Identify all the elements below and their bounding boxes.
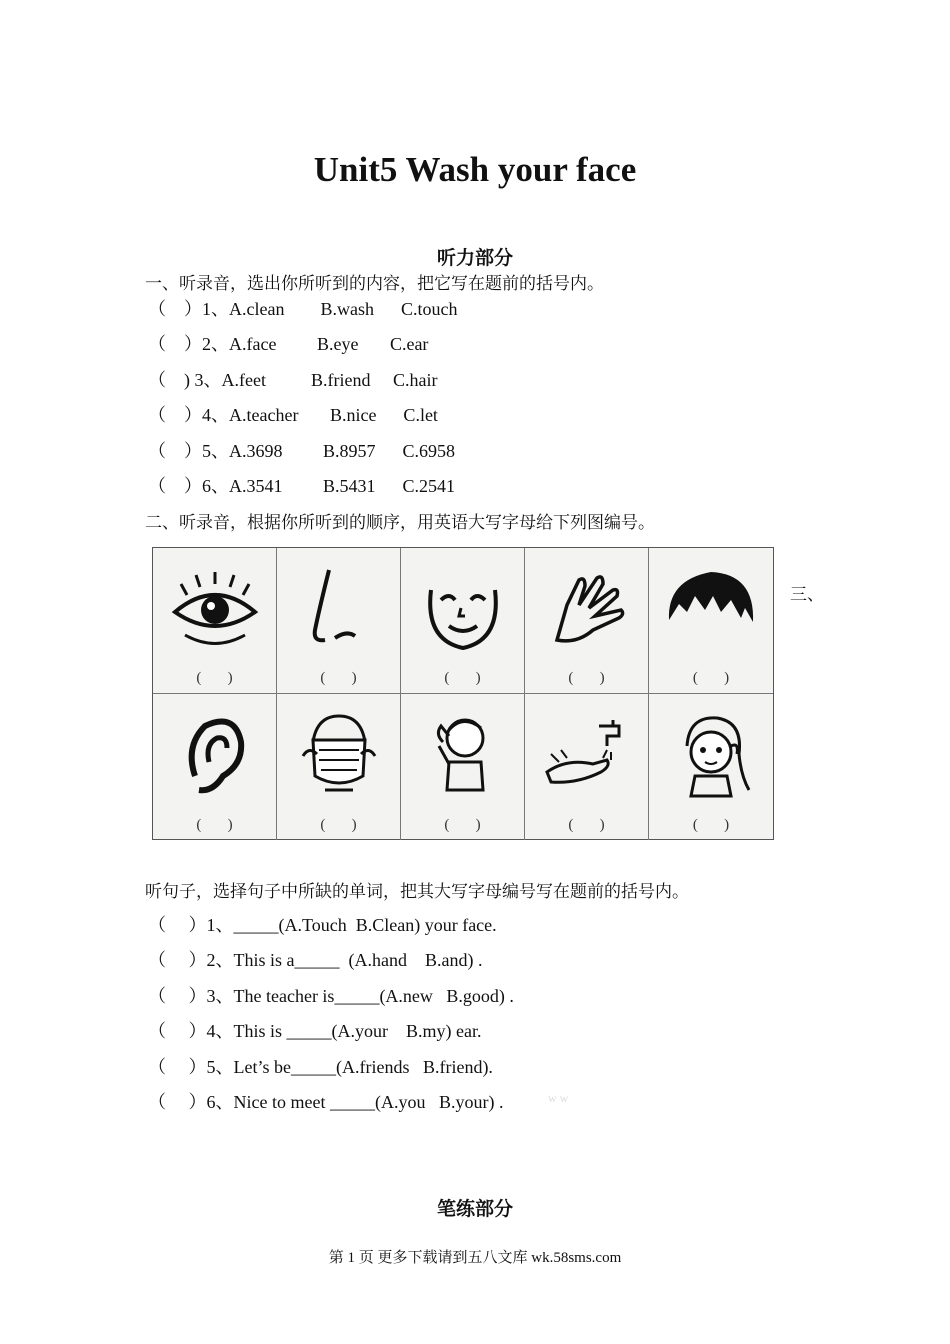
part1-item: （ ）5、A.3698 B.8957 C.6958 bbox=[148, 441, 456, 461]
page-title: Unit5 Wash your face bbox=[313, 150, 637, 189]
answer-paren: ( ) bbox=[320, 817, 357, 833]
part3-item: （ ）1、_____(A.Touch B.Clean) your face. bbox=[148, 915, 497, 935]
picture-cell bbox=[649, 694, 773, 840]
girl-icon bbox=[661, 706, 761, 806]
part2-instruction: 二、听录音，根据你所听到的顺序，用英语大写字母给下列图编号。 bbox=[145, 513, 655, 533]
answer-paren: ( ) bbox=[444, 670, 481, 686]
touch-ear-icon bbox=[413, 706, 513, 806]
writing-heading: 笔练部分 bbox=[436, 1198, 513, 1220]
part3-item: （ ）6、Nice to meet _____(A.you B.your) . bbox=[148, 1092, 504, 1112]
part3-instruction: 听句子，选择句子中所缺的单词，把其大写字母编号写在题前的括号内。 bbox=[145, 882, 689, 902]
part3-number: 三、 bbox=[790, 585, 824, 605]
picture-grid bbox=[152, 547, 774, 840]
part1-item: （ ）4、A.teacher B.nice C.let bbox=[148, 405, 438, 425]
watermark-text: w w bbox=[548, 1091, 569, 1105]
picture-cell bbox=[153, 694, 277, 840]
answer-paren: ( ) bbox=[196, 670, 233, 686]
part3-item: （ ）2、This is a_____ (A.hand B.and) . bbox=[148, 950, 483, 970]
part3-item: （ ）4、This is _____(A.your B.my) ear. bbox=[148, 1021, 482, 1041]
answer-paren: ( ) bbox=[196, 817, 233, 833]
part1-item: （ ）1、A.clean B.wash C.touch bbox=[148, 299, 458, 319]
answer-paren: ( ) bbox=[692, 817, 730, 833]
picture-cell bbox=[277, 694, 401, 840]
page-footer: 第 1 页 更多下载请到五八文库 wk.58sms.com bbox=[328, 1250, 622, 1266]
listening-heading: 听力部分 bbox=[436, 247, 513, 269]
answer-paren: ( ) bbox=[692, 670, 730, 686]
hand-icon bbox=[537, 560, 637, 660]
answer-paren: ( ) bbox=[568, 817, 605, 833]
picture-cell bbox=[649, 548, 773, 694]
picture-cell bbox=[153, 548, 277, 694]
wash-hands-icon bbox=[537, 706, 637, 806]
part1-item: （ ) 3、A.feet B.friend C.hair bbox=[148, 370, 438, 390]
picture-cell bbox=[401, 548, 525, 694]
hair-icon bbox=[661, 560, 761, 660]
part1-instruction: 一、听录音，选出你所听到的内容，把它写在题前的括号内。 bbox=[145, 274, 604, 294]
picture-cell bbox=[401, 694, 525, 840]
picture-cell bbox=[525, 548, 649, 694]
nose-icon bbox=[289, 560, 389, 660]
eye-icon bbox=[165, 560, 265, 660]
part1-item: （ ）6、A.3541 B.5431 C.2541 bbox=[148, 476, 456, 496]
wash-face-icon bbox=[289, 706, 389, 806]
answer-paren: ( ) bbox=[444, 817, 481, 833]
face-icon bbox=[413, 560, 513, 660]
ear-icon bbox=[165, 706, 265, 806]
picture-cell bbox=[525, 694, 649, 840]
part3-item: （ ）5、Let’s be_____(A.friends B.friend). bbox=[148, 1057, 493, 1077]
part3-item: （ ）3、The teacher is_____(A.new B.good) . bbox=[148, 986, 514, 1006]
answer-paren: ( ) bbox=[320, 670, 357, 686]
picture-cell bbox=[277, 548, 401, 694]
part1-item: （ ）2、A.face B.eye C.ear bbox=[148, 334, 429, 354]
answer-paren: ( ) bbox=[568, 670, 605, 686]
